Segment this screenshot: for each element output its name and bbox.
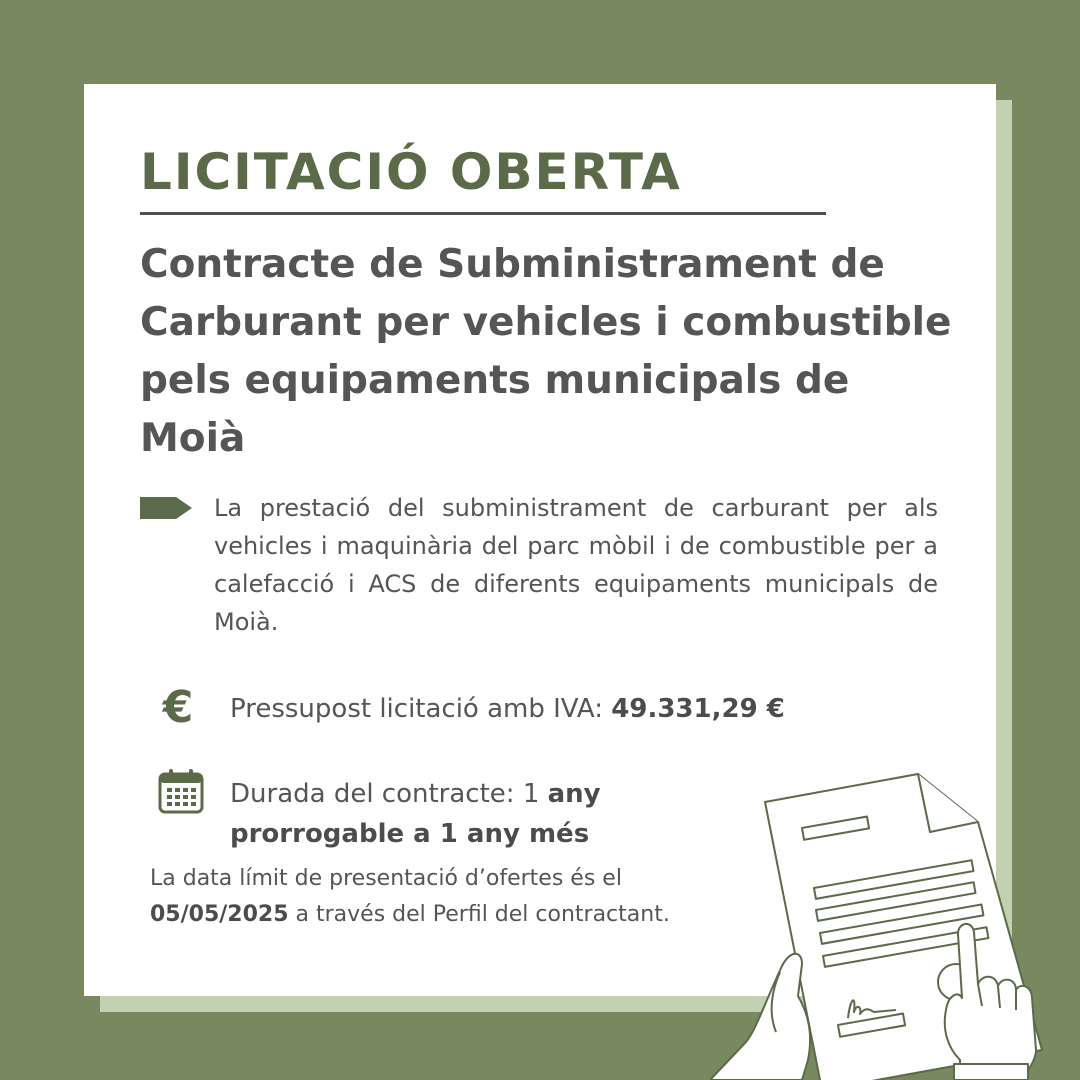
deadline-text <box>150 861 770 933</box>
deadline-channel: a través del Perfil del contractant. <box>295 902 670 927</box>
calendar-icon <box>158 768 204 814</box>
budget-amount: 49.331,29 € <box>611 694 785 724</box>
arrow-tag-icon <box>140 497 192 519</box>
contract-title: Contracte de Subministrament de Carburant per vehicles i combustible pels equipaments municipals de Moià <box>140 242 952 461</box>
heading-divider <box>140 212 826 215</box>
budget-line <box>230 690 785 728</box>
page-heading: LICITACIÓ OBERTA <box>140 143 682 201</box>
deadline-date: 05/05/2025 <box>150 902 289 927</box>
euro-icon: € <box>162 682 194 733</box>
duration-extension: any prorrogable a 1 any més <box>230 779 601 849</box>
duration-line <box>230 774 690 854</box>
contract-description: La prestació del subministrament de carburant per als vehicles i maquinària del parc mòbil i de combustible per a calefacció i ACS de diferents equipaments municipals de Moià. <box>214 494 938 636</box>
signed-document-illustration <box>710 760 1080 1080</box>
budget-label: Pressupost licitació amb IVA: <box>230 694 604 724</box>
deadline-intro: La data límit de presentació d’ofertes és el <box>150 866 622 891</box>
duration-label: Durada del contracte: 1 <box>230 779 540 809</box>
